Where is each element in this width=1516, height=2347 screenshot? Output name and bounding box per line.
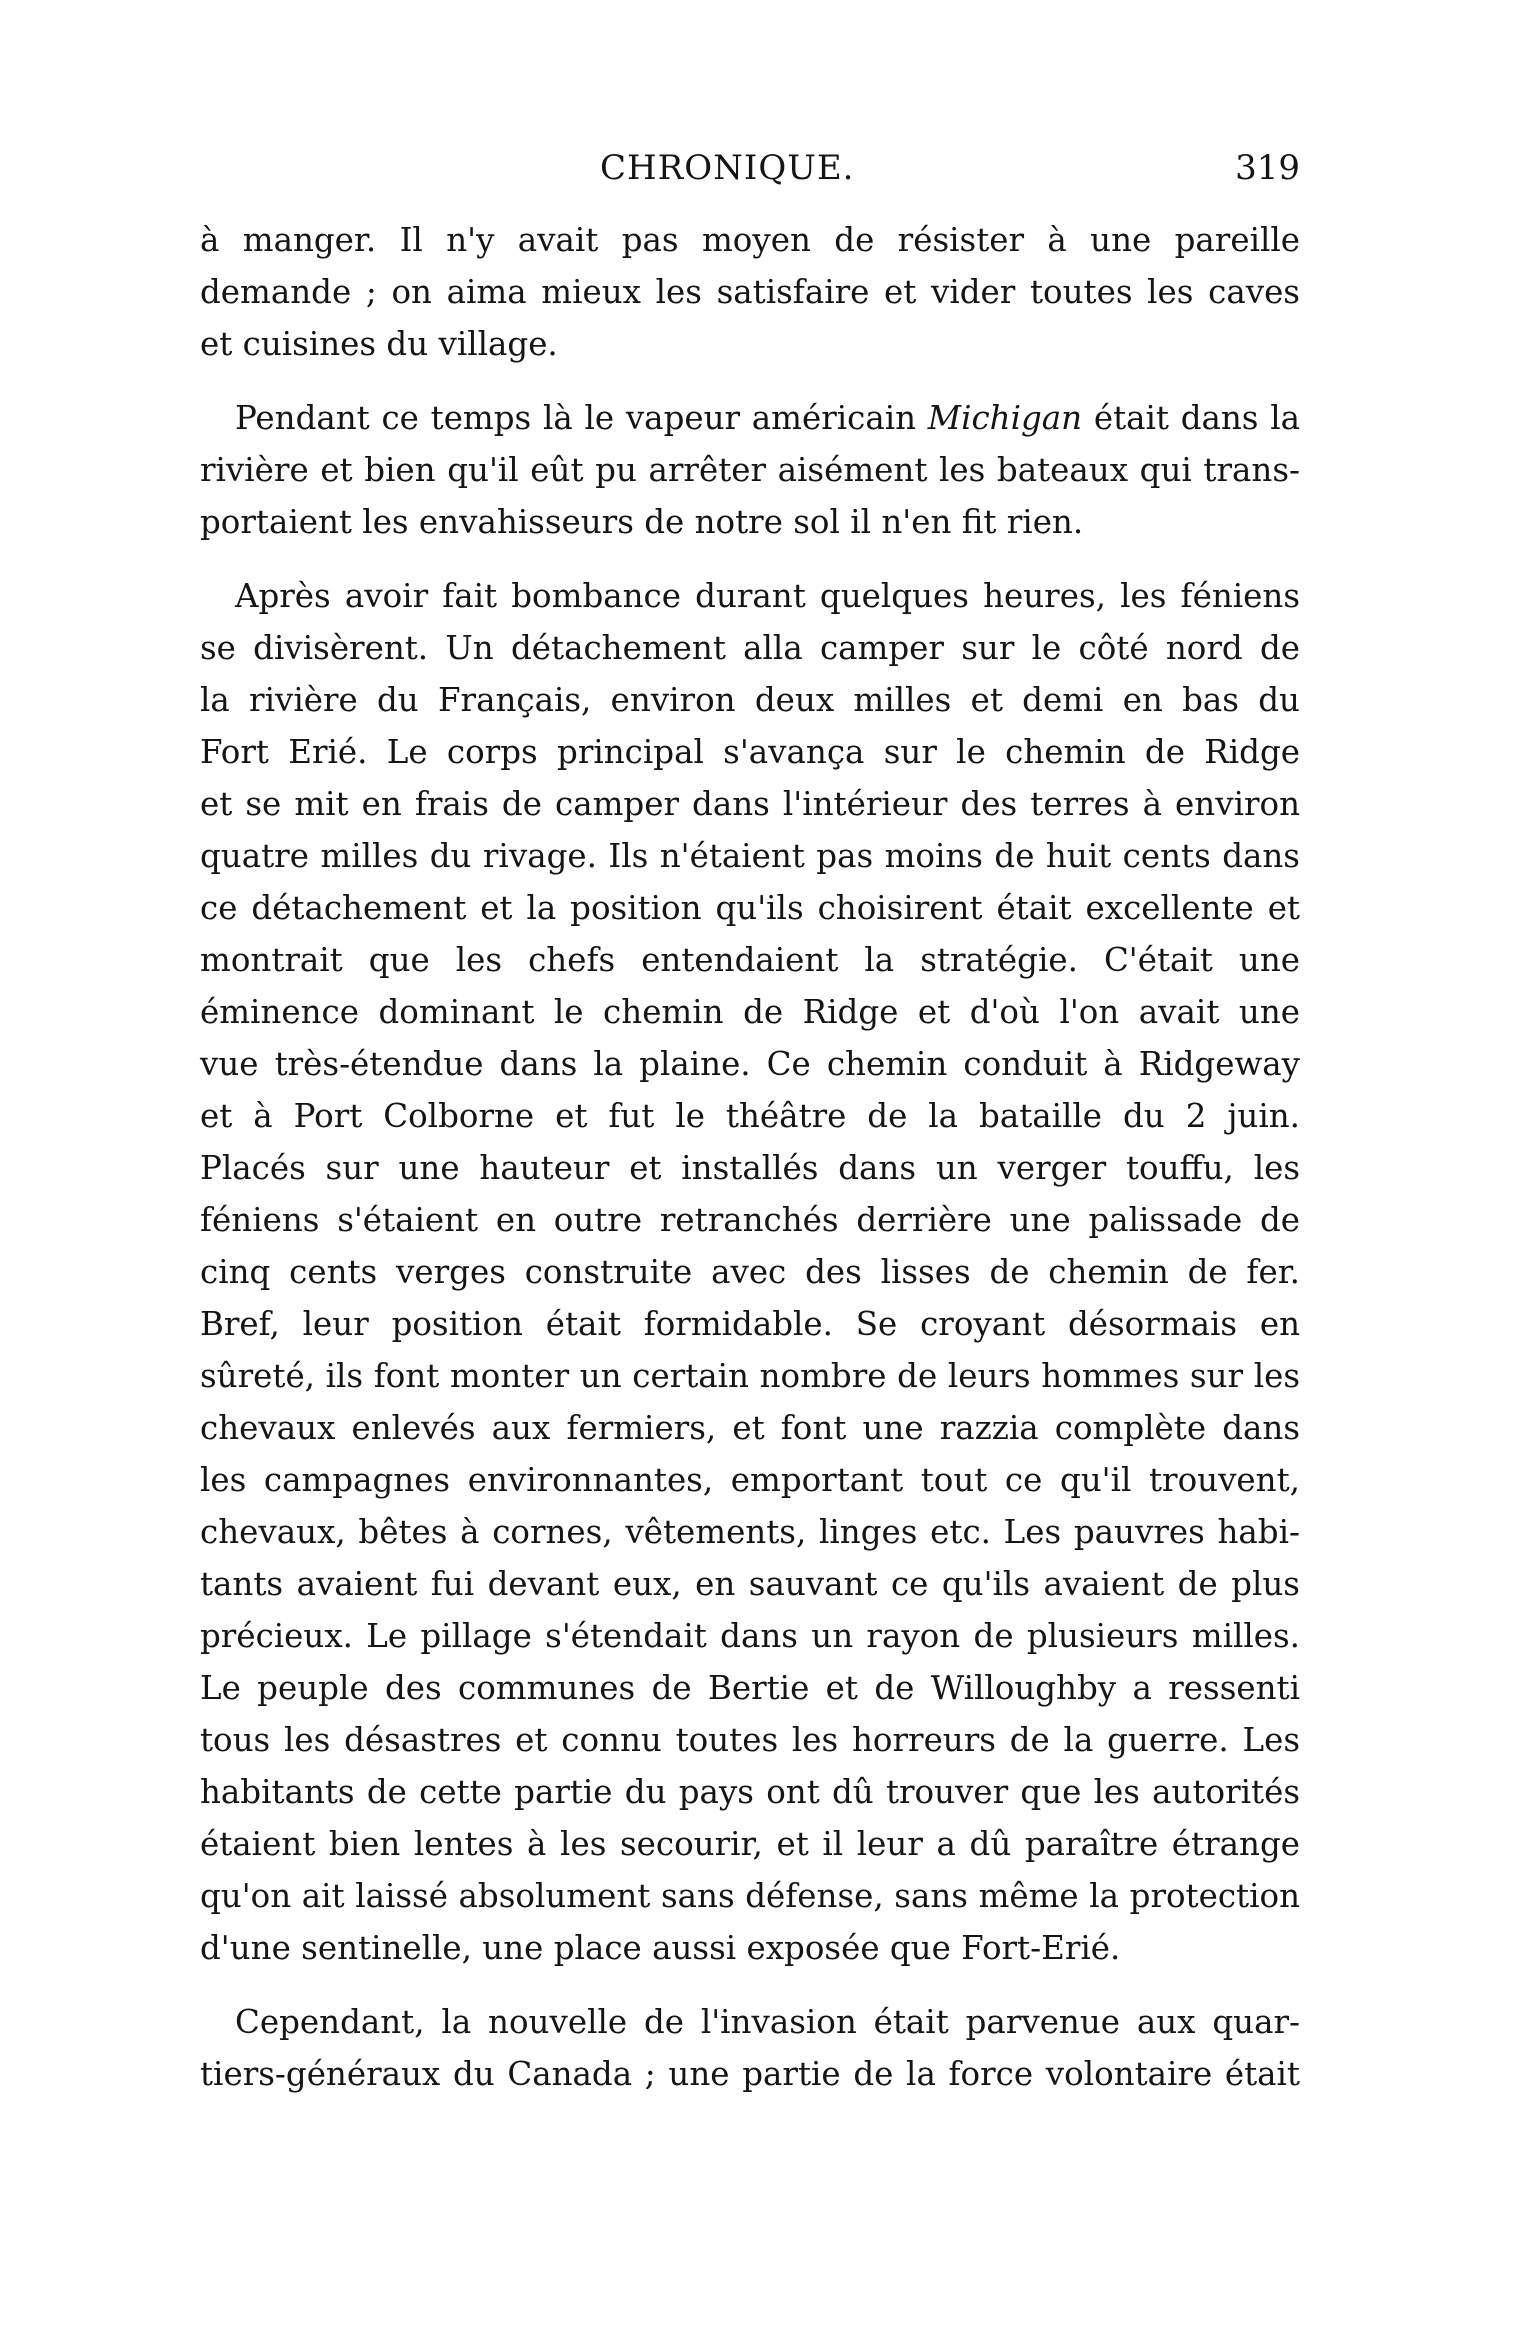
- paragraph-4: [200, 1996, 1300, 2100]
- text-line: demande ; on aima mieux les satisfaire et vider toutes les caves: [200, 273, 1300, 311]
- text-line: Bref, leur position était formidable. Se croyant désormais en: [200, 1305, 1300, 1343]
- text-line: se divisèrent. Un détachement alla camper sur le côté nord de: [200, 629, 1300, 667]
- paragraph-1: [200, 214, 1300, 370]
- text-line: chevaux, bêtes à cornes, vêtements, linges etc. Les pauvres habi-: [200, 1513, 1300, 1551]
- page-header: [200, 140, 1300, 196]
- text-line: et cuisines du village.: [200, 325, 558, 363]
- ship-name-italic: Michigan: [927, 399, 1083, 437]
- text-line: Cependant, la nouvelle de l'invasion était parvenue aux quar-: [235, 2003, 1300, 2041]
- text-line: éminence dominant le chemin de Ridge et d'où l'on avait une: [200, 993, 1300, 1031]
- body-text: [200, 214, 1300, 2100]
- paragraph-3: [200, 570, 1300, 1974]
- text-line: cinq cents verges construite avec des lisses de chemin de fer.: [200, 1253, 1300, 1291]
- text-segment: était dans la: [1082, 399, 1300, 437]
- text-line: montrait que les chefs entendaient la stratégie. C'était une: [200, 941, 1300, 979]
- text-line: et se mit en frais de camper dans l'intérieur des terres à environ: [200, 785, 1300, 823]
- text-line: sûreté, ils font monter un certain nombre de leurs hommes sur les: [200, 1357, 1300, 1395]
- text-line: qu'on ait laissé absolument sans défense, sans même la protection: [200, 1877, 1300, 1915]
- text-line: les campagnes environnantes, emportant tout ce qu'il trouvent,: [200, 1461, 1300, 1499]
- text-line: étaient bien lentes à les secourir, et il leur a dû paraître étrange: [200, 1825, 1300, 1863]
- text-line: d'une sentinelle, une place aussi exposée que Fort-Erié.: [200, 1929, 1121, 1967]
- text-line: tous les désastres et connu toutes les horreurs de la guerre. Les: [200, 1721, 1300, 1759]
- text-line: rivière et bien qu'il eût pu arrêter aisément les bateaux qui trans-: [200, 451, 1300, 489]
- text-line: Après avoir fait bombance durant quelques heures, les féniens: [235, 577, 1300, 615]
- text-line: habitants de cette partie du pays ont dû trouver que les autorités: [200, 1773, 1300, 1811]
- text-line: Fort Erié. Le corps principal s'avança sur le chemin de Ridge: [200, 733, 1300, 771]
- text-line: tants avaient fui devant eux, en sauvant ce qu'ils avaient de plus: [200, 1565, 1300, 1603]
- text-line: à manger. Il n'y avait pas moyen de résister à une pareille: [200, 221, 1300, 259]
- text-line: précieux. Le pillage s'étendait dans un rayon de plusieurs milles.: [200, 1617, 1300, 1655]
- text-line: la rivière du Français, environ deux milles et demi en bas du: [200, 681, 1300, 719]
- running-title: CHRONIQUE.: [600, 148, 855, 188]
- text-line: et à Port Colborne et fut le théâtre de la bataille du 2 juin.: [200, 1097, 1300, 1135]
- text-line: Placés sur une hauteur et installés dans un verger touffu, les: [200, 1149, 1300, 1187]
- page-number: 319: [1235, 148, 1300, 188]
- text-line: féniens s'étaient en outre retranchés derrière une palissade de: [200, 1201, 1300, 1239]
- text-line: quatre milles du rivage. Ils n'étaient pas moins de huit cents dans: [200, 837, 1300, 875]
- text-line: ce détachement et la position qu'ils choisirent était excellente et: [200, 889, 1300, 927]
- text-line: Le peuple des communes de Bertie et de Willoughby a ressenti: [200, 1669, 1300, 1707]
- paragraph-2: [200, 392, 1300, 548]
- text-line-with-italic: [200, 392, 1300, 444]
- text-segment: Pendant ce temps là le vapeur américain: [235, 399, 928, 437]
- text-line: portaient les envahisseurs de notre sol il n'en fit rien.: [200, 503, 1084, 541]
- text-line: vue très-étendue dans la plaine. Ce chemin conduit à Ridgeway: [200, 1045, 1300, 1083]
- text-line: tiers-généraux du Canada ; une partie de la force volontaire était: [200, 2055, 1300, 2093]
- text-line: chevaux enlevés aux fermiers, et font une razzia complète dans: [200, 1409, 1300, 1447]
